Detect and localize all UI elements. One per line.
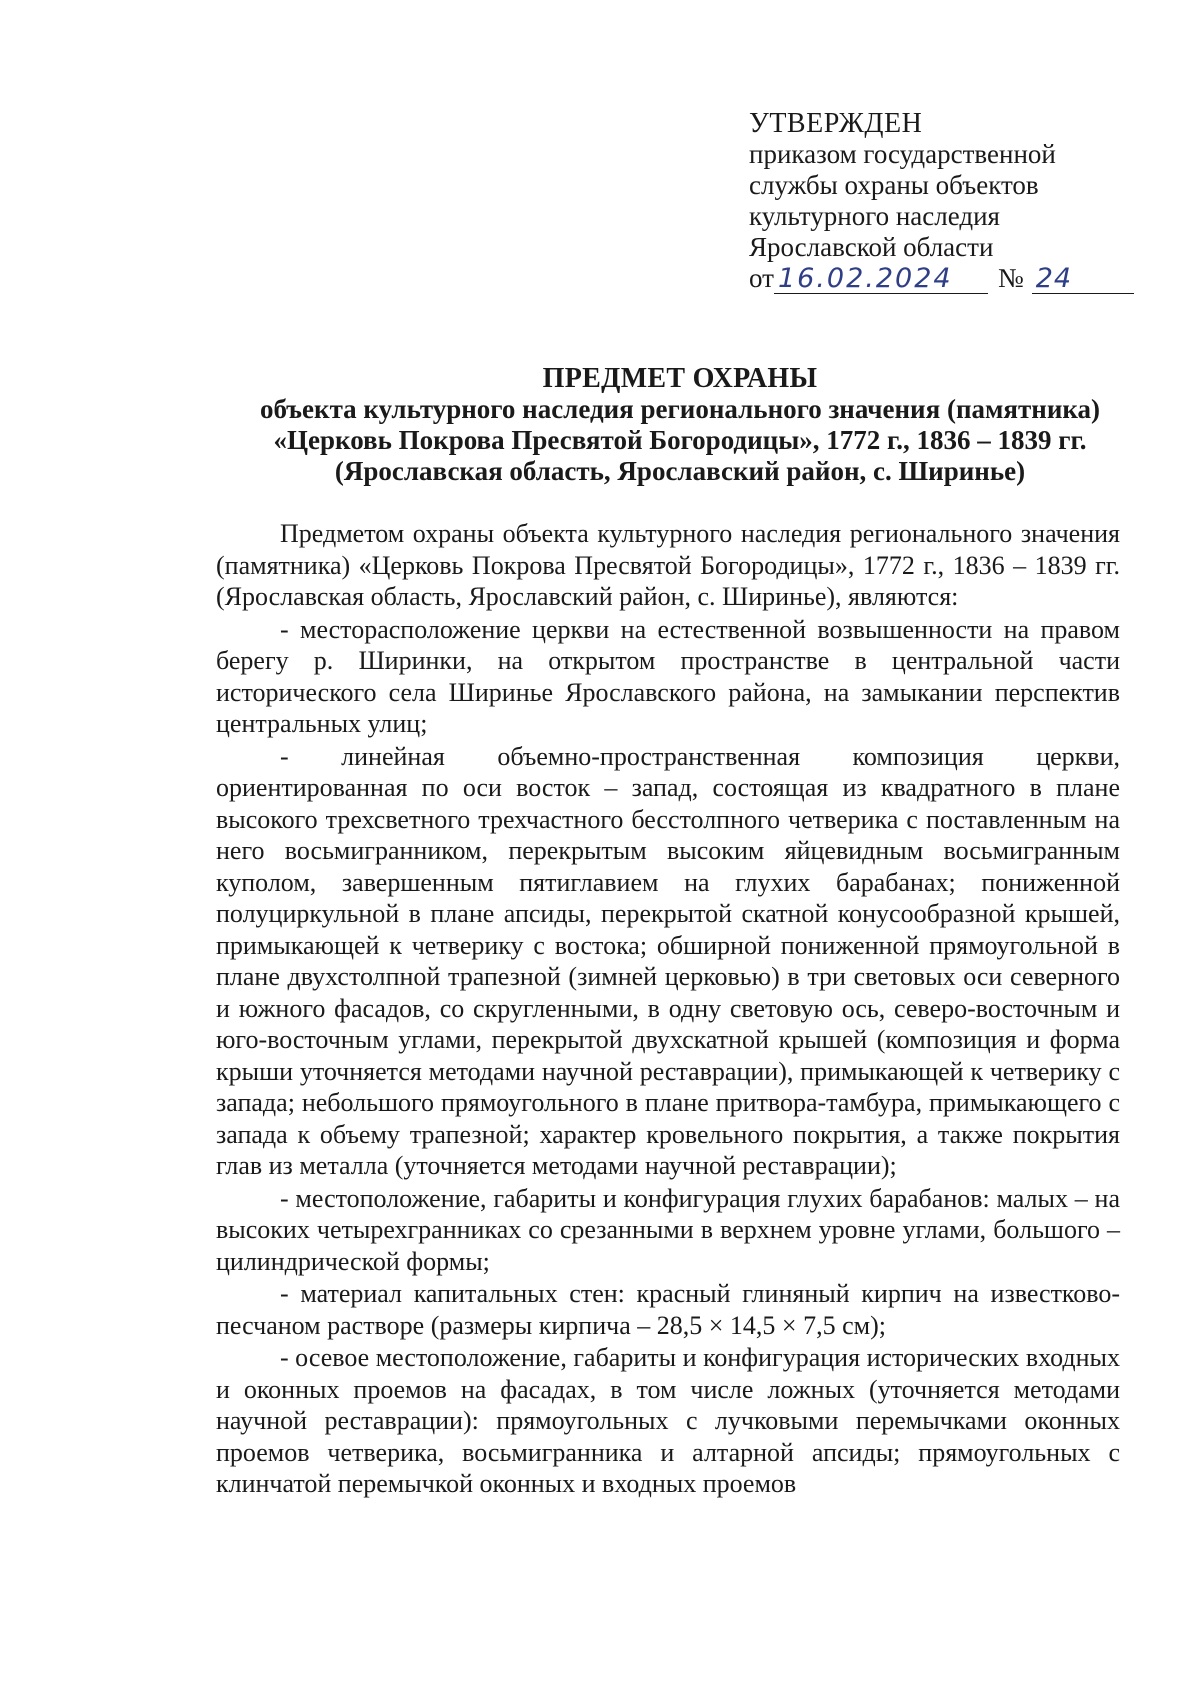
order-date-handwritten: 16.02.2024: [774, 265, 988, 294]
approval-line: службы охраны объектов: [749, 170, 1039, 200]
approval-line: культурного наследия: [749, 201, 1000, 231]
protection-item: - осевое местоположение, габариты и конфигурация исторических входных и оконных проемов на фасадах, в том числе ложных (уточняется методами научной реставрации): прямоугольных с лучковыми перемычками оконных проемов четверика, восьмигранника и алтарной апсиды; прямоугольных с клинчатой перемычкой оконных и входных проемов: [216, 1343, 1120, 1498]
title-line: «Церковь Покрова Пресвятой Богородицы», 1772 г., 1836 – 1839 гг.: [273, 425, 1087, 455]
protection-item: - линейная объемно-пространственная композиция церкви, ориентированная по оси восток – запад, состоящая из квадратного в плане высокого трехсветного трехчастного бесстолпного четверика с поставленным на него восьмигранником, перекрытым высоким яйцевидным восьмигранным куполом, завершенным пятиглавием на глухих барабанах; пониженной полуциркульной в плане апсиды, перекрытой скатной конусообразной крышей, примыкающей к четверику с востока; обширной пониженной прямоугольной в плане двухстолпной трапезной (зимней церковью) в три световых оси северного и южного фасадов, со скругленными, в одну световую ось, северо-восточным и юго-восточным углами, перекрытой двухскатной крышей (композиция и форма крыши уточняется методами научной реставрации), примыкающей к четверику с запада; небольшого прямоугольного в плане притвора-тамбура, примыкающего с запада к объему трапезной; характер кровельного покрытия, а также покрытия глав из металла (уточняется методами научной реставрации);: [216, 741, 1120, 1180]
title-main: ПРЕДМЕТ ОХРАНЫ: [542, 363, 818, 394]
date-prefix: от: [749, 263, 774, 293]
title-line: объекта культурного наследия регионального значения (памятника): [259, 394, 1101, 424]
protection-item: - материал капитальных стен: красный глиняный кирпич на известково-песчаном растворе (размеры кирпича – 28,5 × 14,5 × 7,5 см);: [216, 1279, 1120, 1340]
document-body: [216, 518, 1120, 1501]
approval-line: Ярославской области: [749, 232, 994, 262]
order-date-number-line: [749, 263, 1134, 294]
title-line: (Ярославская область, Ярославский район, с. Ширинье): [334, 456, 1026, 486]
protection-item: - местоположение, габариты и конфигурация глухих барабанов: малых – на высоких четырехгранниках со срезанными в верхнем уровне углами, большого – цилиндрической формы;: [216, 1183, 1120, 1276]
intro-paragraph: Предметом охраны объекта культурного наследия регионального значения (памятника) «Церковь Покрова Пресвятой Богородицы», 1772 г., 1836 – 1839 гг. (Ярославская область, Ярославский район, с. Ширинье), являются:: [216, 519, 1120, 611]
protection-item: - месторасположение церкви на естественной возвышенности на правом берегу р. Ширинки, на открытом пространстве в центральной части исторического села Ширинье Ярославского района, на замыкании перспектив центральных улиц;: [216, 614, 1120, 738]
approved-heading: УТВЕРЖДЕН: [749, 108, 923, 139]
approval-block: [749, 108, 1134, 294]
document-title: [130, 363, 1200, 487]
number-sign: №: [997, 263, 1024, 293]
approval-line: приказом государственной: [749, 139, 1056, 169]
order-number-handwritten: 24: [1032, 265, 1134, 294]
